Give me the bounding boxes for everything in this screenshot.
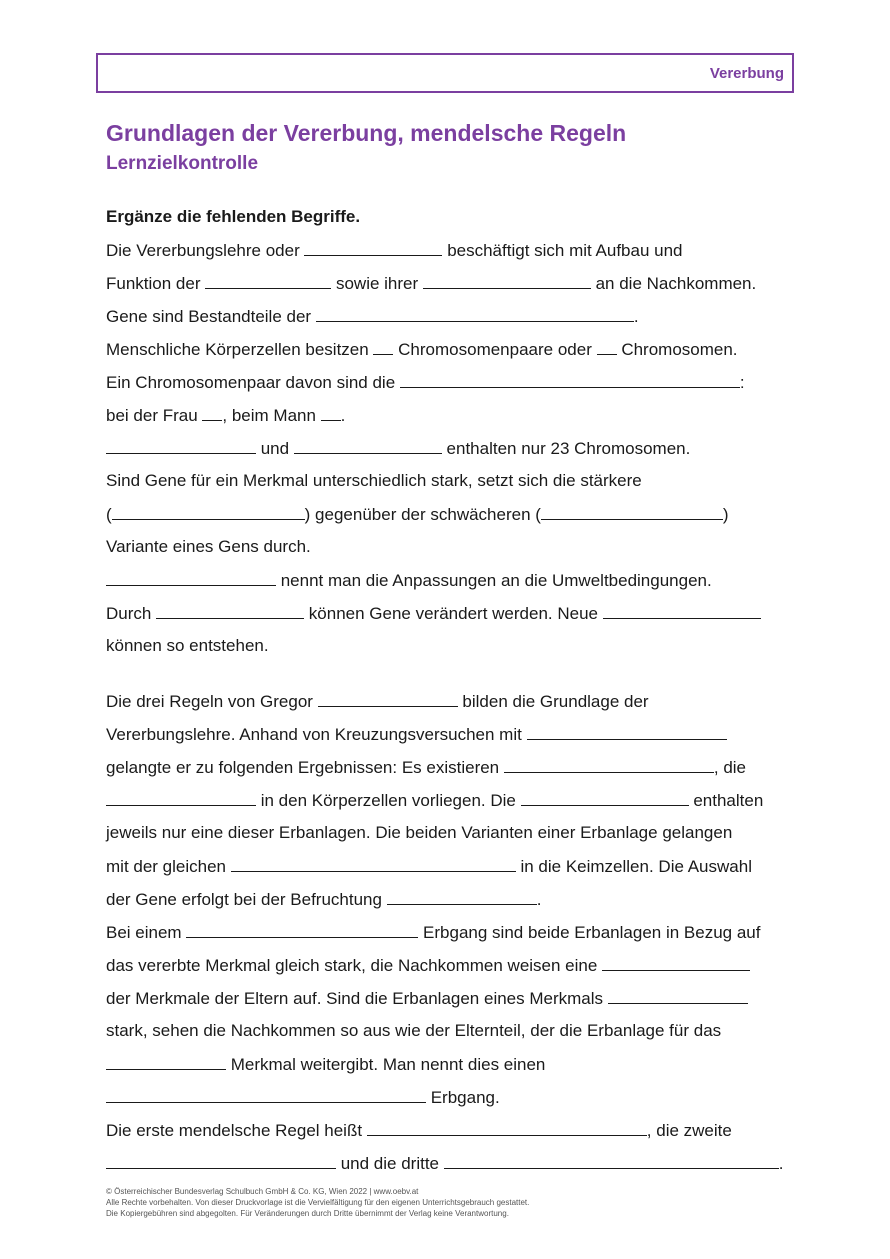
blank-field[interactable] [373,339,393,355]
text-line: Variante eines Gens durch. [106,537,311,556]
blank-field[interactable] [321,405,341,421]
blank-field[interactable] [387,889,537,905]
blank-field[interactable] [318,691,458,707]
text-line: Merkmal weitergibt. Man nennt dies einen [106,1054,545,1075]
blank-field[interactable] [106,1153,336,1169]
text-line: ( ) gegenüber der schwächeren ( ) [106,505,729,524]
footer-fees: Die Kopiergebühren sind abgegolten. Für Veränderungen durch Dritte übernimmt der Verlag keine Verantwortung. [106,1209,509,1218]
blank-field[interactable] [106,438,256,454]
page-title: Grundlagen der Vererbung, mendelsche Regeln [106,120,627,146]
text-line: jeweils nur eine dieser Erbanlagen. Die beiden Varianten einer Erbanlage gelangen [106,823,733,842]
footer-rights: Alle Rechte vorbehalten. Von dieser Druckvorlage ist die Vervielfältigung für den eigenen Unterrichtsgebrauch gestattet. [106,1198,530,1207]
blank-field[interactable] [541,504,723,520]
topic-tag: Vererbung [709,65,784,82]
text-line: Erbgang. [106,1087,500,1108]
blank-field[interactable] [602,955,750,971]
header-box [96,53,794,93]
page-subtitle: Lernzielkontrolle [106,153,259,174]
blank-field[interactable] [186,922,418,938]
text-line: Die erste mendelsche Regel heißt , die zweite [106,1121,732,1140]
blank-field[interactable] [202,405,222,421]
blank-field[interactable] [112,504,305,520]
text-line: Gene sind Bestandteile der . [106,307,639,326]
blank-field[interactable] [367,1120,647,1136]
text-line: der Merkmale der Eltern auf. Sind die Erbanlagen eines Merkmals [106,988,748,1009]
text-line: mit der gleichen in die Keimzellen. Die Auswahl [106,857,752,876]
blank-field[interactable] [106,570,276,586]
blank-field[interactable] [304,240,442,256]
text-line: gelangte er zu folgenden Ergebnissen: Es existieren , die [106,758,747,777]
text-line: Die drei Regeln von Gregor bilden die Grundlage der [106,692,649,711]
blank-field[interactable] [106,790,256,806]
text-line: Die Vererbungslehre oder beschäftigt sich mit Aufbau und [106,241,683,260]
blank-field[interactable] [316,306,634,322]
blank-field[interactable] [521,790,689,806]
blank-field[interactable] [156,603,304,619]
text-line: und die dritte . [106,1153,783,1174]
text-line: Bei einem Erbgang sind beide Erbanlagen in Bezug auf [106,923,761,942]
blank-field[interactable] [527,724,727,740]
text-line: der Gene erfolgt bei der Befruchtung . [106,890,542,909]
blank-field[interactable] [231,856,516,872]
text-line: Funktion der sowie ihrer an die Nachkommen. [106,274,757,293]
text-line: nennt man die Anpassungen an die Umweltbedingungen. [106,570,712,591]
footer-copyright: © Österreichischer Bundesverlag Schulbuch GmbH & Co. KG, Wien 2022 | www.oebv.at [106,1187,419,1196]
text-line: Durch können Gene verändert werden. Neue [106,603,761,624]
blank-field[interactable] [205,273,331,289]
text-line: Vererbungslehre. Anhand von Kreuzungsversuchen mit [106,724,727,745]
blank-field[interactable] [597,339,617,355]
blank-field[interactable] [106,1087,426,1103]
text-line: das vererbte Merkmal gleich stark, die Nachkommen weisen eine [106,955,750,976]
text-line: können so entstehen. [106,636,269,655]
blank-field[interactable] [423,273,591,289]
blank-field[interactable] [444,1153,779,1169]
text-line: in den Körperzellen vorliegen. Die enthalten [106,790,763,811]
text-line: und enthalten nur 23 Chromosomen. [106,438,690,459]
blank-field[interactable] [504,757,714,773]
task-instruction: Ergänze die fehlenden Begriffe. [106,207,361,226]
blank-field[interactable] [294,438,442,454]
blank-field[interactable] [400,372,740,388]
text-line: Sind Gene für ein Merkmal unterschiedlich stark, setzt sich die stärkere [106,471,642,490]
text-line: bei der Frau , beim Mann . [106,406,346,425]
blank-field[interactable] [608,988,748,1004]
blank-field[interactable] [106,1054,226,1070]
text-line: Menschliche Körperzellen besitzen Chromosomenpaare oder Chromosomen. [106,340,738,359]
text-line: stark, sehen die Nachkommen so aus wie der Elternteil, der die Erbanlage für das [106,1021,722,1040]
blank-field[interactable] [603,603,761,619]
text-line: Ein Chromosomenpaar davon sind die : [106,373,745,392]
